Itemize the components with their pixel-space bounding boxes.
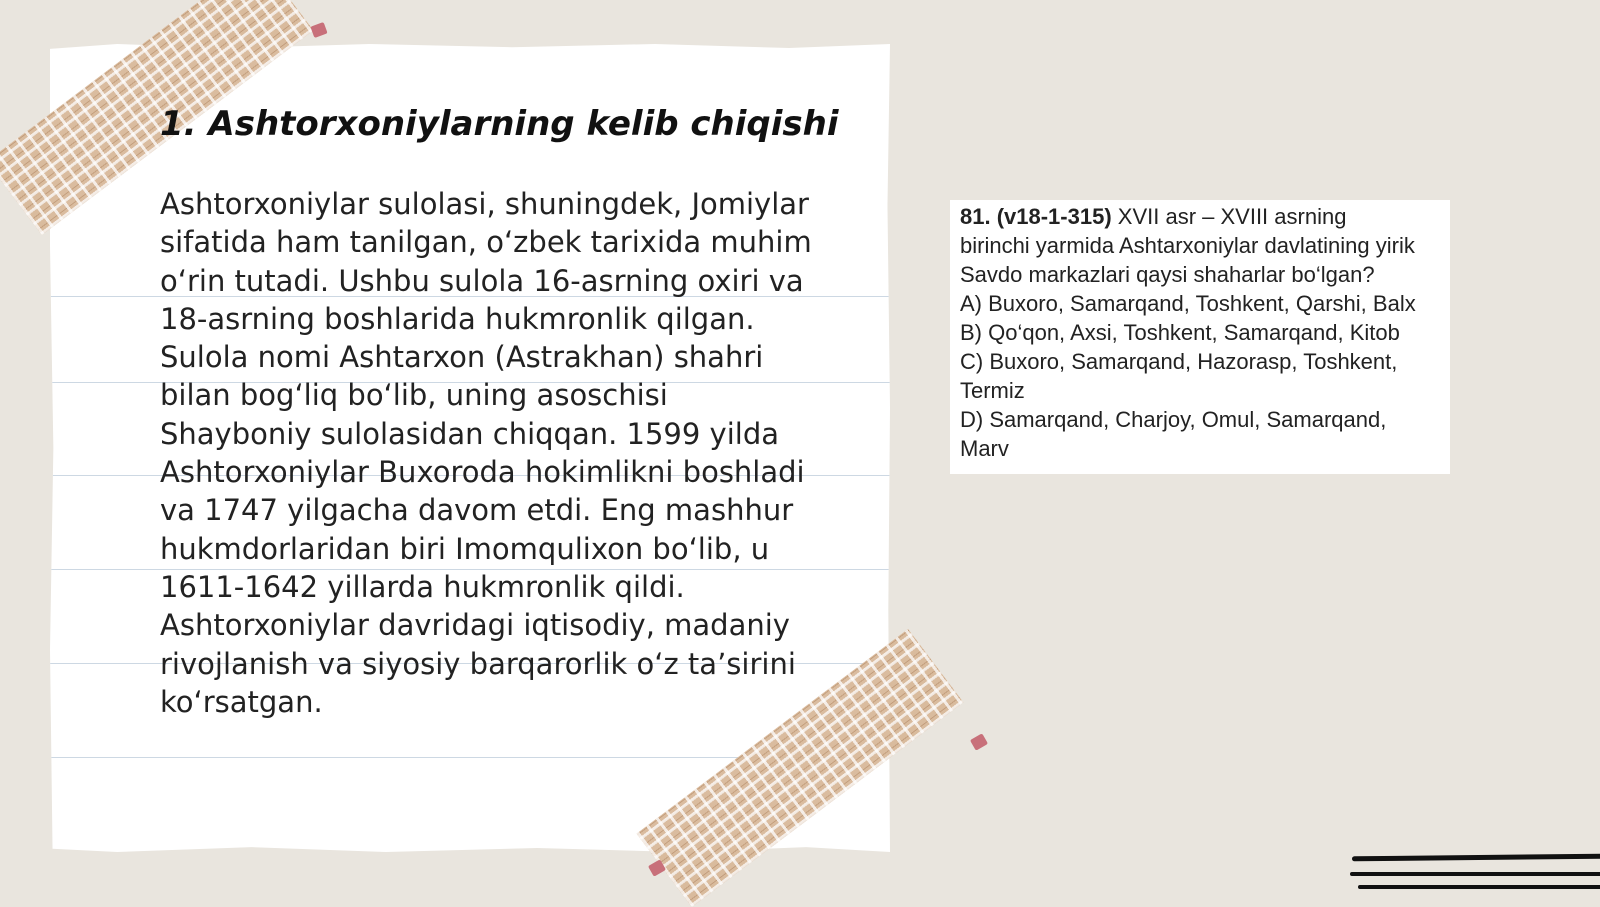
note-line: Ashtorxoniylar sulolasi, shuningdek, Jomiylar	[160, 187, 809, 221]
question-line: birinchi yarmida Ashtarxoniylar davlatining yirik	[960, 233, 1415, 258]
note-line: oʻrin tutadi. Ushbu sulola 16-asrning oxiri va	[160, 263, 804, 298]
note-line: rivojlanish va siyosiy barqarorlik oʻz taʼsirini	[160, 646, 796, 681]
answer-option-d: D) Samarqand, Charjoy, Omul, Samarqand,	[960, 407, 1387, 432]
note-line: Sulola nomi Ashtarxon (Astrakhan) shahri	[160, 340, 764, 375]
note-line: Shayboniy sulolasidan chiqqan. 1599 yilda	[160, 416, 780, 451]
question-line: XVII asr – XVIII asrning	[1117, 204, 1347, 229]
note-line: bilan bogʻliq boʻlib, uning asoschisi	[160, 378, 668, 413]
answer-option-d-continued: Marv	[960, 436, 1009, 461]
question-header	[960, 202, 1346, 231]
tape-end-mark	[310, 22, 327, 38]
decorative-brush-stroke	[1350, 872, 1600, 876]
answer-option-c: C) Buxoro, Samarqand, Hazorasp, Toshkent,	[960, 349, 1398, 374]
note-line: sifatida ham tanilgan, oʻzbek tarixida muhim	[160, 225, 812, 260]
tape-end-mark	[970, 733, 988, 750]
note-line: 1611-1642 yillarda hukmronlik qildi.	[160, 569, 685, 604]
answer-option-a: A) Buxoro, Samarqand, Toshkent, Qarshi, Balx	[960, 291, 1416, 316]
answer-option-b: B) Qo‘qon, Axsi, Toshkent, Samarqand, Kitob	[960, 320, 1400, 345]
note-title: 1. Ashtorxoniylarning kelib chiqishi	[160, 104, 839, 144]
note-line: Ashtorxoniylar davridagi iqtisodiy, madaniy	[160, 608, 790, 643]
note-line: hukmdorlaridan biri Imomqulixon boʻlib, u	[160, 531, 770, 566]
note-body	[160, 185, 840, 721]
note-line: koʻrsatgan.	[160, 684, 323, 719]
decorative-brush-stroke	[1358, 885, 1600, 889]
question-line: Savdo markazlari qaysi shaharlar bo‘lgan?	[960, 262, 1375, 287]
decorative-brush-stroke	[1352, 854, 1600, 862]
note-line: va 1747 yilgacha davom etdi. Eng mashhur	[160, 493, 794, 528]
question-card	[950, 200, 1450, 474]
answer-option-c-continued: Termiz	[960, 378, 1025, 403]
note-line: Ashtorxoniylar Buxoroda hokimlikni boshladi	[160, 455, 805, 490]
question-number: 81. (v18-1-315)	[960, 204, 1112, 229]
note-line: 18-asrning boshlarida hukmronlik qilgan.	[160, 301, 755, 336]
